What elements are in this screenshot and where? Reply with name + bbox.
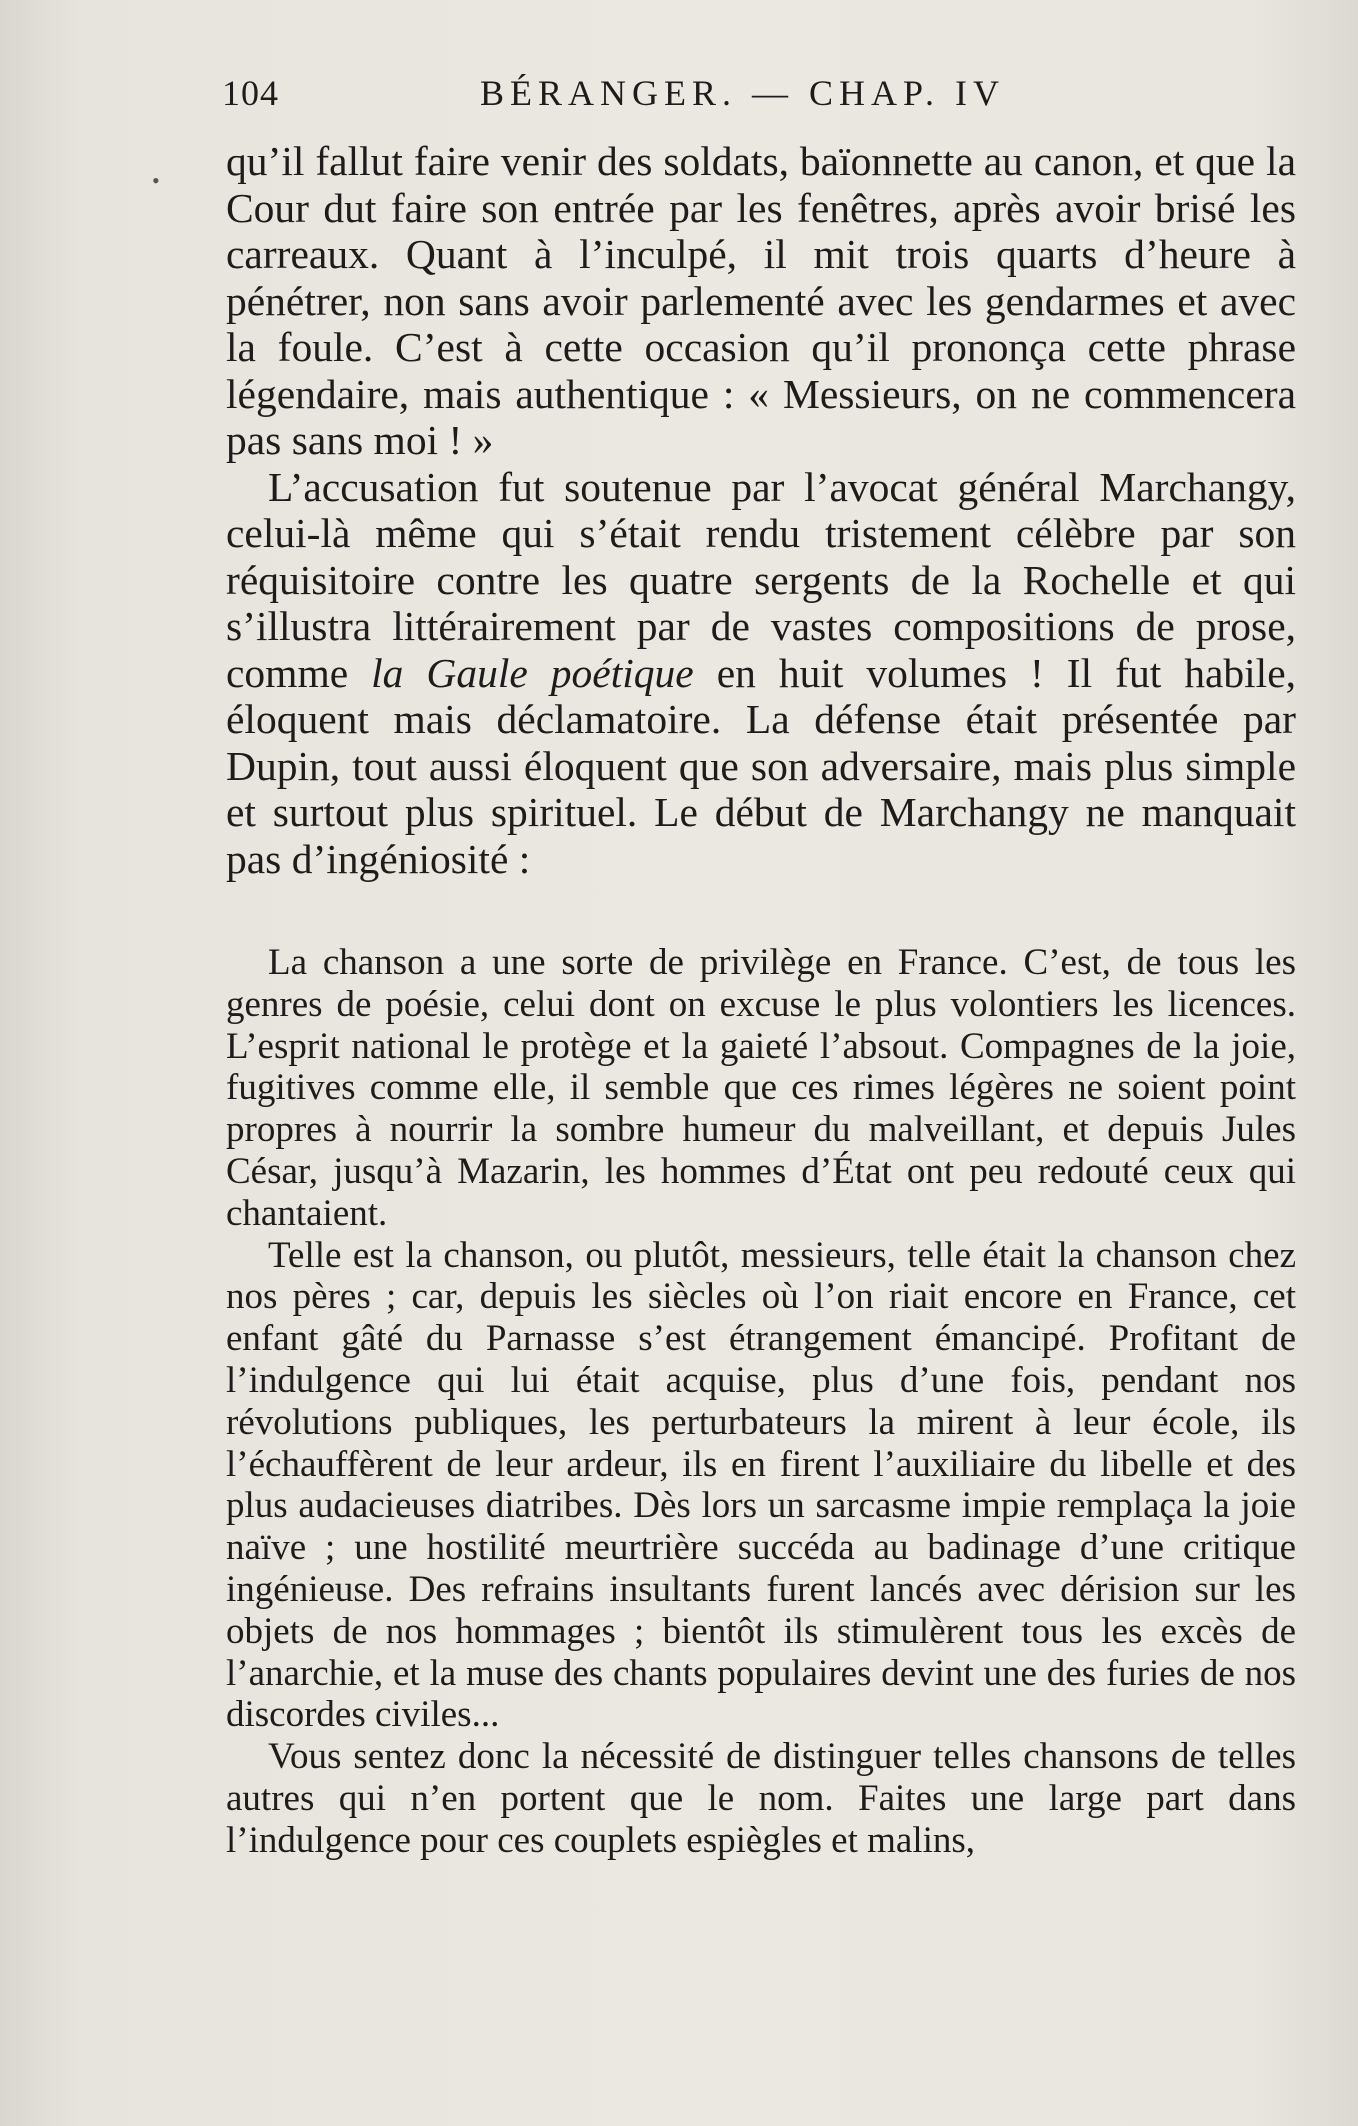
- quote-paragraph-1: La chanson a une sorte de privilège en France. C’est, de tous les genres de poésie, celui dont on excuse le plus volontiers les licences. L’esprit national le protège et la gaieté l’absout. Compagnes de la joie, fugitives comme elle, il semble que ces rimes légères ne soient point propres à nourrir la sombre humeur du malveillant, et depuis Jules César, jusqu’à Mazarin, les hommes d’État ont peu redouté ceux qui chantaient.: [226, 942, 1296, 1234]
- paragraph-2: [226, 464, 1296, 883]
- quoted-speech: [226, 942, 1296, 1862]
- paragraph-2-end: en huit volumes ! Il fut habile, éloquent mais déclamatoire. La défense était présentée par Dupin, tout aussi éloquent que son adversaire, mais plus simple et surtout plus spirituel. Le début de Marchangy ne manquait pas d’ingéniosité :: [226, 649, 1297, 882]
- margin-dot: •: [152, 168, 160, 193]
- running-title: BÉRANGER. — CHAP. IV: [480, 73, 1006, 113]
- page-header: [222, 72, 1302, 122]
- paragraph-1: qu’il fallut faire venir des soldats, baïonnette au canon, et que la Cour dut faire son entrée par les fenêtres, après avoir brisé les carreaux. Quant à l’inculpé, il mit trois quarts d’heure à pénétrer, non sans avoir parlementé avec les gendarmes et avec la foule. C’est à cette occasion qu’il prononça cette phrase légendaire, mais authentique : « Messieurs, on ne commencera pas sans moi ! »: [226, 138, 1296, 463]
- page-number: 104: [222, 73, 279, 113]
- quote-paragraph-3: Vous sentez donc la nécessité de distinguer telles chansons de telles autres qui n’en portent que le nom. Faites une large part dans l’indulgence pour ces couplets espiègles et malins,: [226, 1736, 1296, 1861]
- quote-paragraph-2: Telle est la chanson, ou plutôt, messieurs, telle était la chanson chez nos pères ; car, depuis les siècles où l’on riait encore en France, cet enfant gâté du Parnasse s’est étrangement émancipé. Profitant de l’indulgence qui lui était acquise, plus d’une fois, pendant nos révolutions publiques, les perturbateurs la mirent à leur école, ils l’échauffèrent de leur ardeur, ils en firent l’auxiliaire du libelle et des plus audacieuses diatribes. Dès lors un sarcasme impie remplaça la joie naïve ; une hostilité meurtrière succéda au badinage d’une critique ingénieuse. Des refrains insultants furent lancés avec dérision sur les objets de nos hommages ; bientôt ils stimulèrent tous les excès de l’anarchie, et la muse des chants populaires devint une des furies de nos discordes civiles...: [226, 1234, 1296, 1736]
- book-title-italic: la Gaule poétique: [371, 649, 694, 696]
- paragraph-2-start: L’accusation fut soutenue par l’avocat général Marchangy, celui-là même qui s’était rendu tristement célèbre par son réquisitoire contre les quatre sergents de la Rochelle et qui s’illustra littérairement par de vastes compositions de prose, comme: [226, 463, 1296, 696]
- main-text: [226, 138, 1296, 882]
